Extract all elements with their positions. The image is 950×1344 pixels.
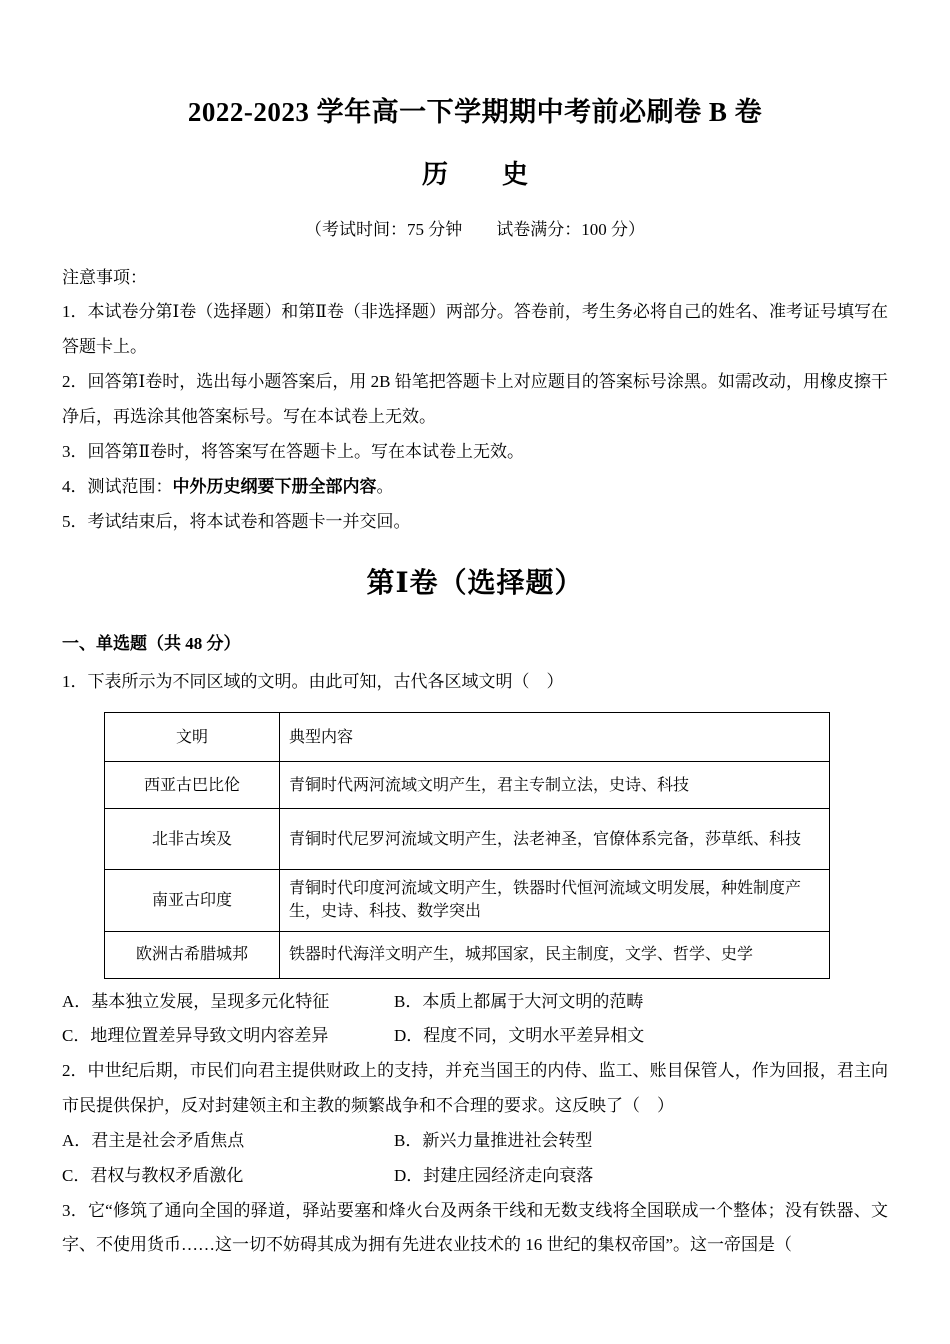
note-item-2: 2．回答第Ⅰ卷时，选出每小题答案后，用 2B 铅笔把答题卡上对应题目的答案标号涂黑。如需改动，用橡皮擦干净后，再选涂其他答案标号。写在本试卷上无效。 — [62, 372, 888, 426]
table-cell-civilization: 欧洲古希腊城邦 — [105, 931, 280, 978]
question-1-options-row-2 — [62, 1019, 888, 1054]
note-item-4-suffix: 。 — [376, 476, 394, 496]
subject-title: 历 史 — [421, 160, 542, 190]
question-2-option-c[interactable]: C．君权与教权矛盾激化 — [62, 1165, 244, 1185]
table-header-row — [105, 713, 830, 762]
note-item-3: 3．回答第Ⅱ卷时，将答案写在答题卡上。写在本试卷上无效。 — [62, 441, 525, 461]
question-1-option-d[interactable]: D．程度不同，文明水平差异相文 — [394, 1026, 645, 1046]
note-item-5: 5．考试结束后，将本试卷和答题卡一并交回。 — [62, 511, 411, 531]
notes-label: 注意事项： — [62, 267, 147, 287]
table-cell-content: 青铜时代两河流域文明产生，君主专制立法，史诗、科技 — [280, 762, 830, 809]
paper-section-title: 第Ⅰ卷（选择题） — [366, 568, 584, 600]
question-1-options-row-1 — [62, 985, 888, 1020]
note-item-4 — [62, 470, 888, 505]
question-2-options-row-1 — [62, 1124, 888, 1159]
table-row — [105, 809, 830, 870]
exam-meta: （考试时间：75 分钟 试卷满分：100 分） — [305, 220, 645, 240]
question-1-option-a[interactable]: A．基本独立发展，呈现多元化特征 — [62, 991, 330, 1011]
table-row — [105, 931, 830, 978]
table-cell-content: 青铜时代印度河流域文明产生，铁器时代恒河流域文明发展，种姓制度产生，史诗、科技、数学突出 — [280, 870, 830, 931]
note-item-1: 1．本试卷分第Ⅰ卷（选择题）和第Ⅱ卷（非选择题）两部分。答卷前，考生务必将自己的姓名、准考证号填写在答题卡上。 — [62, 302, 888, 357]
question-2-option-d[interactable]: D．封建庄园经济走向衰落 — [394, 1165, 594, 1185]
question-2-stem: 2．中世纪后期，市民们向君主提供财政上的支持，并充当国王的内侍、监工、账目保管人，作为回报，君主向市民提供保护，反对封建领主和主教的频繁战争和不合理的要求。这反映了（ ） — [62, 1061, 888, 1116]
table-cell-civilization: 北非古埃及 — [105, 809, 280, 870]
question-3-stem: 3．它“修筑了通向全国的驿道，驿站要塞和烽火台及两条干线和无数支线将全国联成一个整体；没有铁器、文字、不使用货币……这一切不妨碍其成为拥有先进农业技术的 16 世纪的集权帝国”。这一帝国是（ — [62, 1200, 888, 1255]
question-2-option-b[interactable]: B．新兴力量推进社会转型 — [394, 1130, 593, 1150]
page-title: 2022-2023 学年高一下学期期中考前必刷卷 B 卷 — [187, 97, 763, 127]
notes-section — [62, 243, 888, 540]
table-row — [105, 762, 830, 809]
question-2-option-a[interactable]: A．君主是社会矛盾焦点 — [62, 1130, 245, 1150]
table-cell-content: 铁器时代海洋文明产生，城邦国家，民主制度，文学、哲学、史学 — [280, 931, 830, 978]
question-1-option-b[interactable]: B．本质上都属于大河文明的范畴 — [394, 991, 644, 1011]
note-item-4-scope: 中外历史纲要下册全部内容 — [172, 476, 377, 496]
question-1-option-c[interactable]: C．地理位置差异导致文明内容差异 — [62, 1026, 329, 1046]
table-cell-civilization: 南亚古印度 — [105, 870, 280, 931]
table-cell-content: 青铜时代尼罗河流域文明产生，法老神圣，官僚体系完备，莎草纸、科技 — [280, 809, 830, 870]
note-item-4-prefix: 4．测试范围： — [62, 476, 173, 496]
table-cell-civilization: 西亚古巴比伦 — [105, 762, 280, 809]
question-1-stem: 1．下表所示为不同区域的文明。由此可知，古代各区域文明（ ） — [62, 672, 564, 692]
table-header-content: 典型内容 — [280, 713, 830, 762]
civilizations-table — [104, 712, 830, 978]
table-row — [105, 870, 830, 931]
table-header-civilization: 文明 — [105, 713, 280, 762]
part-heading-single-choice: 一、单选题（共 48 分） — [62, 634, 241, 654]
question-2-options-row-2 — [62, 1159, 888, 1194]
